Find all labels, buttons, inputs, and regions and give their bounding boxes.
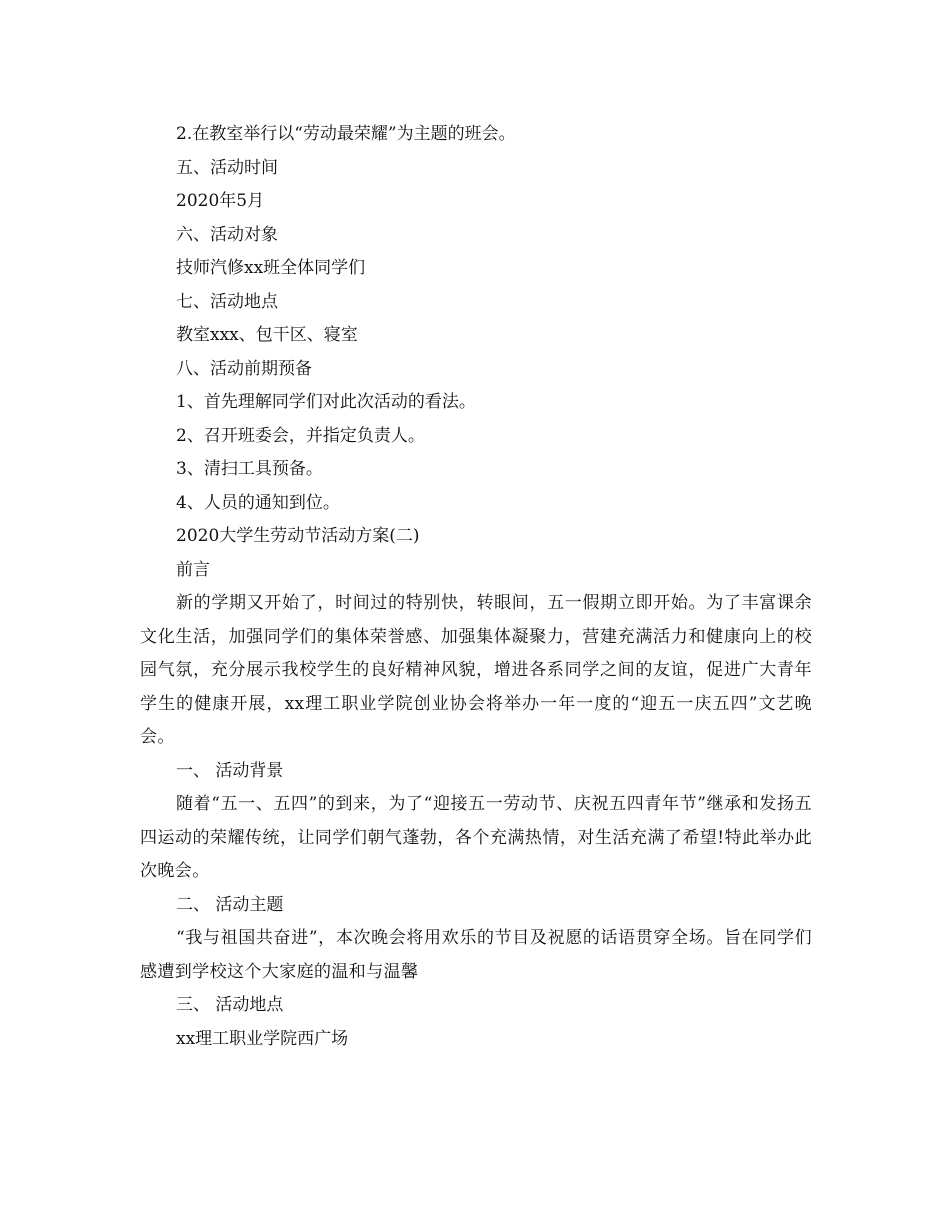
text-line: 2020年5月 (176, 191, 265, 211)
intro-paragraph: 新的学期又开始了，时间过的特别快，转眼间，五一假期立即开始。为了丰富课余文化生活，加强同学们的集体荣誉感、加强集体凝聚力，营建充满活力和健康向上的校园气氛，充分展示我校学生的良好精神风貌，增进各系同学之间的友谊，促进广大青年学生的健康开展，xx理工职业学院创业协会将举办一年一度的“迎五一庆五四”文艺晚会。 (140, 593, 812, 747)
document-subtitle: 2020大学生劳动节活动方案(二) (176, 526, 420, 546)
section-heading: 七、活动地点 (176, 291, 278, 312)
text-line: 技师汽修xx班全体同学们 (176, 258, 366, 278)
section-heading: 一、 活动背景 (176, 760, 284, 781)
section-heading: 八、活动前期预备 (176, 358, 312, 379)
list-item: 3、清扫工具预备。 (176, 459, 323, 479)
theme-paragraph: “我与祖国共奋进”，本次晚会将用欢乐的节目及祝愿的话语贯穿全场。旨在同学们感遭到学校这个大家庭的温和与温馨 (140, 928, 812, 982)
section-heading: 五、活动时间 (176, 157, 278, 178)
list-item: 4、人员的通知到位。 (176, 492, 340, 513)
document-body (140, 118, 812, 1056)
text-line: 2.在教室举行以“劳动最荣耀”为主题的班会。 (176, 124, 516, 144)
section-heading: 二、 活动主题 (176, 894, 284, 915)
section-heading: 六、活动对象 (176, 224, 278, 245)
location-line: xx理工职业学院西广场 (176, 1028, 349, 1049)
text-line: 教室xxx、包干区、寝室 (176, 325, 358, 345)
list-item: 1、首先理解同学们对此次活动的看法。 (176, 392, 476, 412)
list-item: 2、召开班委会，并指定负责人。 (176, 425, 425, 446)
background-paragraph: 随着“五一、五四”的到来，为了“迎接五一劳动节、庆祝五四青年节”继承和发扬五四运动的荣耀传统，让同学们朝气蓬勃，各个充满热情，对生活充满了希望!特此举办此次晚会。 (140, 794, 812, 881)
preface-heading: 前言 (176, 559, 210, 580)
section-heading: 三、 活动地点 (176, 995, 284, 1015)
